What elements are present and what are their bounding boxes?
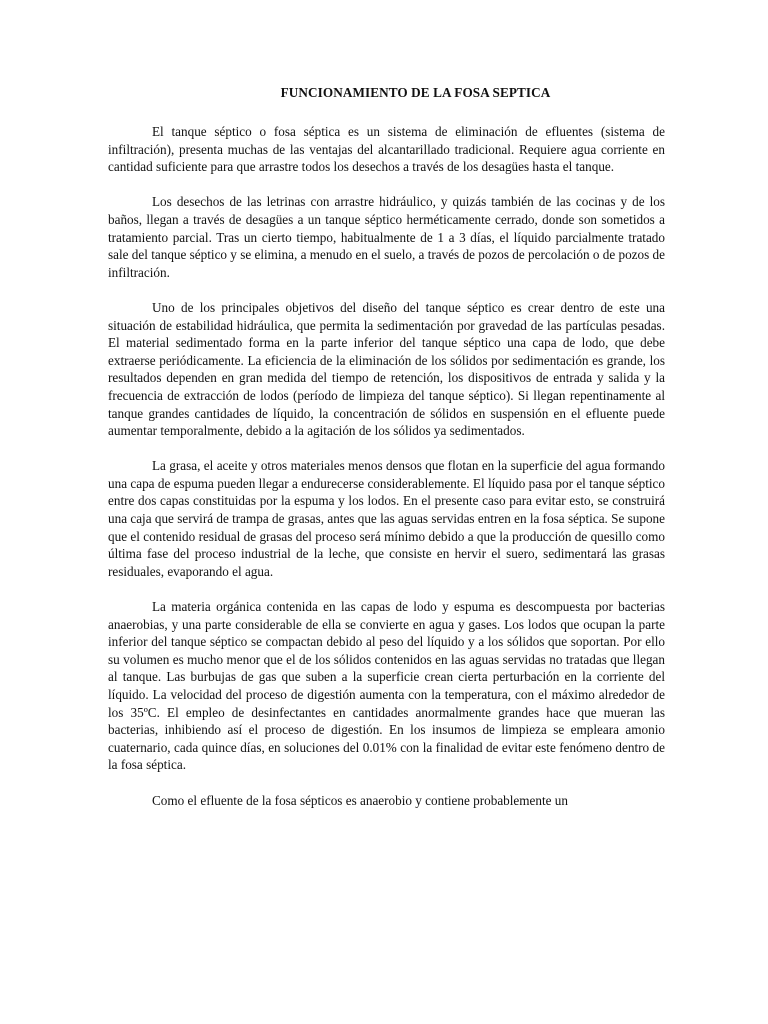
- paragraph: La materia orgánica contenida en las capas de lodo y espuma es descompuesta por bacterias anaerobias, y una parte considerable de ella se convierte en agua y gases. Los lodos que ocupan la parte inferior del tanque séptico se compactan debido al peso del líquido y a los sólidos que soportan. Por ello su volumen es mucho menor que el de los sólidos contenidos en las aguas servidas no tratadas que llegan al tanque. Las burbujas de gas que suben a la superficie crean cierta perturbación en la corriente del líquido. La velocidad del proceso de digestión aumenta con la temperatura, con el máximo alrededor de los 35ºC. El empleo de desinfectantes en cantidades anormalmente grandes hace que mueran las bacterias, inhibiendo así el proceso de digestión. En los insumos de limpieza se empleara amonio cuaternario, cada quince días, en soluciones del 0.01% con la finalidad de evitar este fenómeno dentro de la fosa séptica.: [108, 599, 665, 773]
- paragraph: Los desechos de las letrinas con arrastre hidráulico, y quizás también de las cocinas y de los baños, llegan a través de desagües a un tanque séptico herméticamente cerrado, donde son sometidos a tratamiento parcial. Tras un cierto tiempo, habitualmente de 1 a 3 días, el líquido parcialmente tratado sale del tanque séptico y se elimina, a menudo en el suelo, a través de pozos de percolación o de pozos de infiltración.: [108, 194, 665, 280]
- document-title: FUNCIONAMIENTO DE LA FOSA SEPTICA: [280, 85, 551, 100]
- paragraph-truncated: Como el efluente de la fosa sépticos es anaerobio y contiene probablemente un: [152, 792, 568, 808]
- document-page: [108, 84, 665, 827]
- paragraph: El tanque séptico o fosa séptica es un sistema de eliminación de efluentes (sistema de infiltración), presenta muchas de las ventajas del alcantarillado tradicional. Requiere agua corriente en cantidad suficiente para que arrastre todos los desechos a través de los desagües hasta el tanque.: [108, 124, 665, 175]
- paragraph: Uno de los principales objetivos del diseño del tanque séptico es crear dentro de este una situación de estabilidad hidráulica, que permita la sedimentación por gravedad de las partículas pesadas. El material sedimentado forma en la parte inferior del tanque séptico una capa de lodo, que debe extraerse periódicamente. La eficiencia de la eliminación de los sólidos por sedimentación es grande, los resultados dependen en gran medida del tiempo de retención, los dispositivos de entrada y salida y la frecuencia de extracción de lodos (período de limpieza del tanque séptico). Si llegan repentinamente al tanque grandes cantidades de líquido, la concentración de sólidos en suspensión en el efluente puede aumentar temporalmente, debido a la agitación de los sólidos ya sedimentados.: [108, 299, 665, 439]
- paragraph: La grasa, el aceite y otros materiales menos densos que flotan en la superficie del agua formando una capa de espuma pueden llegar a endurecerse considerablemente. El líquido pasa por el tanque séptico entre dos capas constituidas por la espuma y los lodos. En el presente caso para evitar esto, se construirá una caja que servirá de trampa de grasas, antes que las aguas servidas entren en la fosa séptica. Se supone que el contenido residual de grasas del proceso será mínimo debido a que la producción de quesillo como última fase del proceso industrial de la leche, que consiste en hervir el suero, sedimentará las grasas residuales, evaporando el agua.: [108, 458, 665, 579]
